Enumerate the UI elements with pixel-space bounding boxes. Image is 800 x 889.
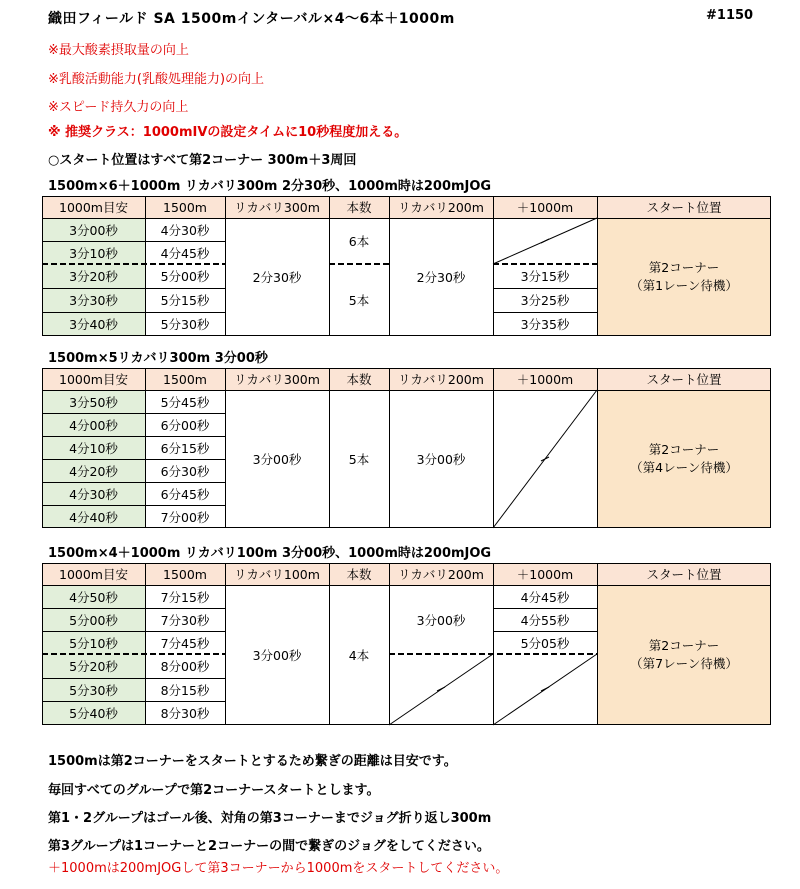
footer-note-start: 毎回すべてのグループで第2コーナースタートとします。 (48, 783, 380, 798)
recovery200-cell: 3分00秒 (416, 612, 466, 628)
start-position-cell (597, 585, 771, 725)
guide-cell: 5分20秒 (42, 654, 145, 678)
recovery200-cell: 3分00秒 (416, 452, 466, 467)
recovery200-cell: 2分30秒 (416, 270, 466, 285)
col-header-start: スタート位置 (597, 368, 771, 390)
pace-cell: 5分00秒 (160, 269, 210, 284)
start-position-lane: （第7レーン待機） (630, 656, 738, 671)
pace-cell: 5分45秒 (160, 394, 210, 410)
col-header-plus1000: ＋1000m (493, 368, 597, 390)
pace-cell: 7分45秒 (160, 635, 210, 651)
guide-cell: 3分30秒 (42, 288, 145, 312)
table3 (42, 563, 771, 725)
col-header-recovery200: リカバリ200m (389, 368, 493, 390)
col-header-recovery: リカバリ300m (225, 196, 329, 218)
col-header-reps: 本数 (329, 563, 389, 585)
reps-cell: 4本 (348, 648, 370, 663)
col-header-reps: 本数 (329, 368, 389, 390)
note-recommended-class: ※ 推奨クラス：1000mIVの設定タイムに10秒程度加える。 (48, 125, 408, 140)
guide-cell: 5分10秒 (42, 631, 145, 654)
guide-cell: 3分40秒 (42, 312, 145, 336)
guide-cell: 5分00秒 (42, 608, 145, 631)
col-header-recovery200: リカバリ200m (389, 196, 493, 218)
col-header-recovery: リカバリ100m (225, 563, 329, 585)
table1-caption: 1500m×6＋1000m リカバリ300m 2分30秒、1000m時は200mJOG (48, 179, 492, 194)
guide-cell: 3分20秒 (42, 264, 145, 288)
guide-cell: 4分20秒 (42, 459, 145, 482)
plus1000-cell: 4分45秒 (520, 589, 570, 605)
col-header-plus1000: ＋1000m (493, 196, 597, 218)
pace-cell: 8分00秒 (160, 659, 210, 674)
pace-cell: 8分30秒 (160, 706, 210, 721)
col-header-guide: 1000m目安 (42, 196, 145, 218)
note-vo2max: ※最大酸素摂取量の向上 (48, 43, 189, 58)
pace-cell: 8分15秒 (160, 682, 210, 698)
guide-cell: 4分10秒 (42, 436, 145, 459)
col-header-start: スタート位置 (597, 563, 771, 585)
guide-cell: 3分00秒 (42, 218, 145, 241)
col-header-plus1000: ＋1000m (493, 563, 597, 585)
footer-note-group3: 第3グループは1コーナーと2コーナーの間で繋ぎのジョグをしてください。 (48, 839, 490, 854)
reps-cell: 6本 (348, 234, 370, 249)
recovery-cell: 3分00秒 (252, 452, 302, 467)
col-header-1500m: 1500m (145, 368, 225, 390)
col-header-recovery200: リカバリ200m (389, 563, 493, 585)
footer-note-group12: 第1・2グループはゴール後、対角の第3コーナーまでジョグ折り返し300m (48, 811, 492, 826)
guide-cell: 5分40秒 (42, 701, 145, 725)
plus1000-cell: 3分15秒 (520, 269, 570, 284)
recovery-cell: 2分30秒 (252, 270, 302, 285)
footer-note-distance: 1500mは第2コーナーをスタートとするため繋ぎの距離は目安です。 (48, 754, 457, 769)
start-position-cell (597, 218, 771, 336)
col-header-recovery: リカバリ300m (225, 368, 329, 390)
start-position-line: 第2コーナー (648, 442, 720, 457)
pace-cell: 6分45秒 (160, 486, 210, 502)
pace-cell: 6分15秒 (160, 440, 210, 456)
col-header-reps: 本数 (329, 196, 389, 218)
guide-cell: 3分10秒 (42, 241, 145, 264)
plus1000-cell: 3分25秒 (520, 293, 570, 308)
start-position-cell (597, 390, 771, 528)
guide-cell: 4分30秒 (42, 482, 145, 505)
table2 (42, 368, 771, 528)
reps-cell: 5本 (348, 293, 370, 308)
note-speed-endurance: ※スピード持久力の向上 (48, 100, 189, 115)
pace-cell: 4分30秒 (160, 222, 210, 238)
table2-caption: 1500m×5リカバリ300m 3分00秒 (48, 351, 268, 366)
guide-cell: 5分30秒 (42, 678, 145, 701)
reps-cell: 5本 (348, 452, 370, 467)
pace-cell: 7分30秒 (160, 612, 210, 628)
start-position-line: 第2コーナー (648, 638, 720, 653)
start-position-lane: （第4レーン待機） (630, 460, 738, 475)
pace-cell: 6分30秒 (160, 463, 210, 479)
table3-caption: 1500m×4＋1000m リカバリ100m 3分00秒、1000m時は200mJOG (48, 546, 492, 561)
pace-cell: 7分15秒 (160, 589, 210, 605)
pace-cell: 5分30秒 (160, 317, 210, 332)
col-header-guide: 1000m目安 (42, 563, 145, 585)
recovery-cell: 3分00秒 (252, 648, 302, 663)
col-header-start: スタート位置 (597, 196, 771, 218)
start-position-lane: （第1レーン待機） (630, 278, 738, 293)
pace-cell: 4分45秒 (160, 245, 210, 261)
pace-cell: 6分00秒 (160, 417, 210, 433)
plus1000-cell: 4分55秒 (520, 612, 570, 628)
start-info: ○スタート位置はすべて第2コーナー 300m＋3周回 (48, 153, 357, 168)
plus1000-cell: 5分05秒 (520, 635, 570, 651)
start-position-line: 第2コーナー (648, 260, 720, 275)
guide-cell: 4分40秒 (42, 505, 145, 528)
document-number: #1150 (706, 8, 754, 23)
plus1000-cell: 3分35秒 (520, 317, 570, 332)
pace-cell: 7分00秒 (160, 509, 210, 525)
pace-cell: 5分15秒 (160, 293, 210, 308)
page-title: 織田フィールド SA 1500mインターバル×4～6本＋1000m (48, 11, 455, 27)
guide-cell: 4分00秒 (42, 413, 145, 436)
guide-cell: 4分50秒 (42, 585, 145, 608)
table1 (42, 196, 771, 336)
col-header-guide: 1000m目安 (42, 368, 145, 390)
footer-note-plus1000: ＋1000mは200mJOGして第3コーナーから1000mをスタートしてください。 (48, 861, 509, 876)
col-header-1500m: 1500m (145, 196, 225, 218)
note-lactate: ※乳酸活動能力(乳酸処理能力)の向上 (48, 72, 265, 87)
guide-cell: 3分50秒 (42, 390, 145, 413)
col-header-1500m: 1500m (145, 563, 225, 585)
